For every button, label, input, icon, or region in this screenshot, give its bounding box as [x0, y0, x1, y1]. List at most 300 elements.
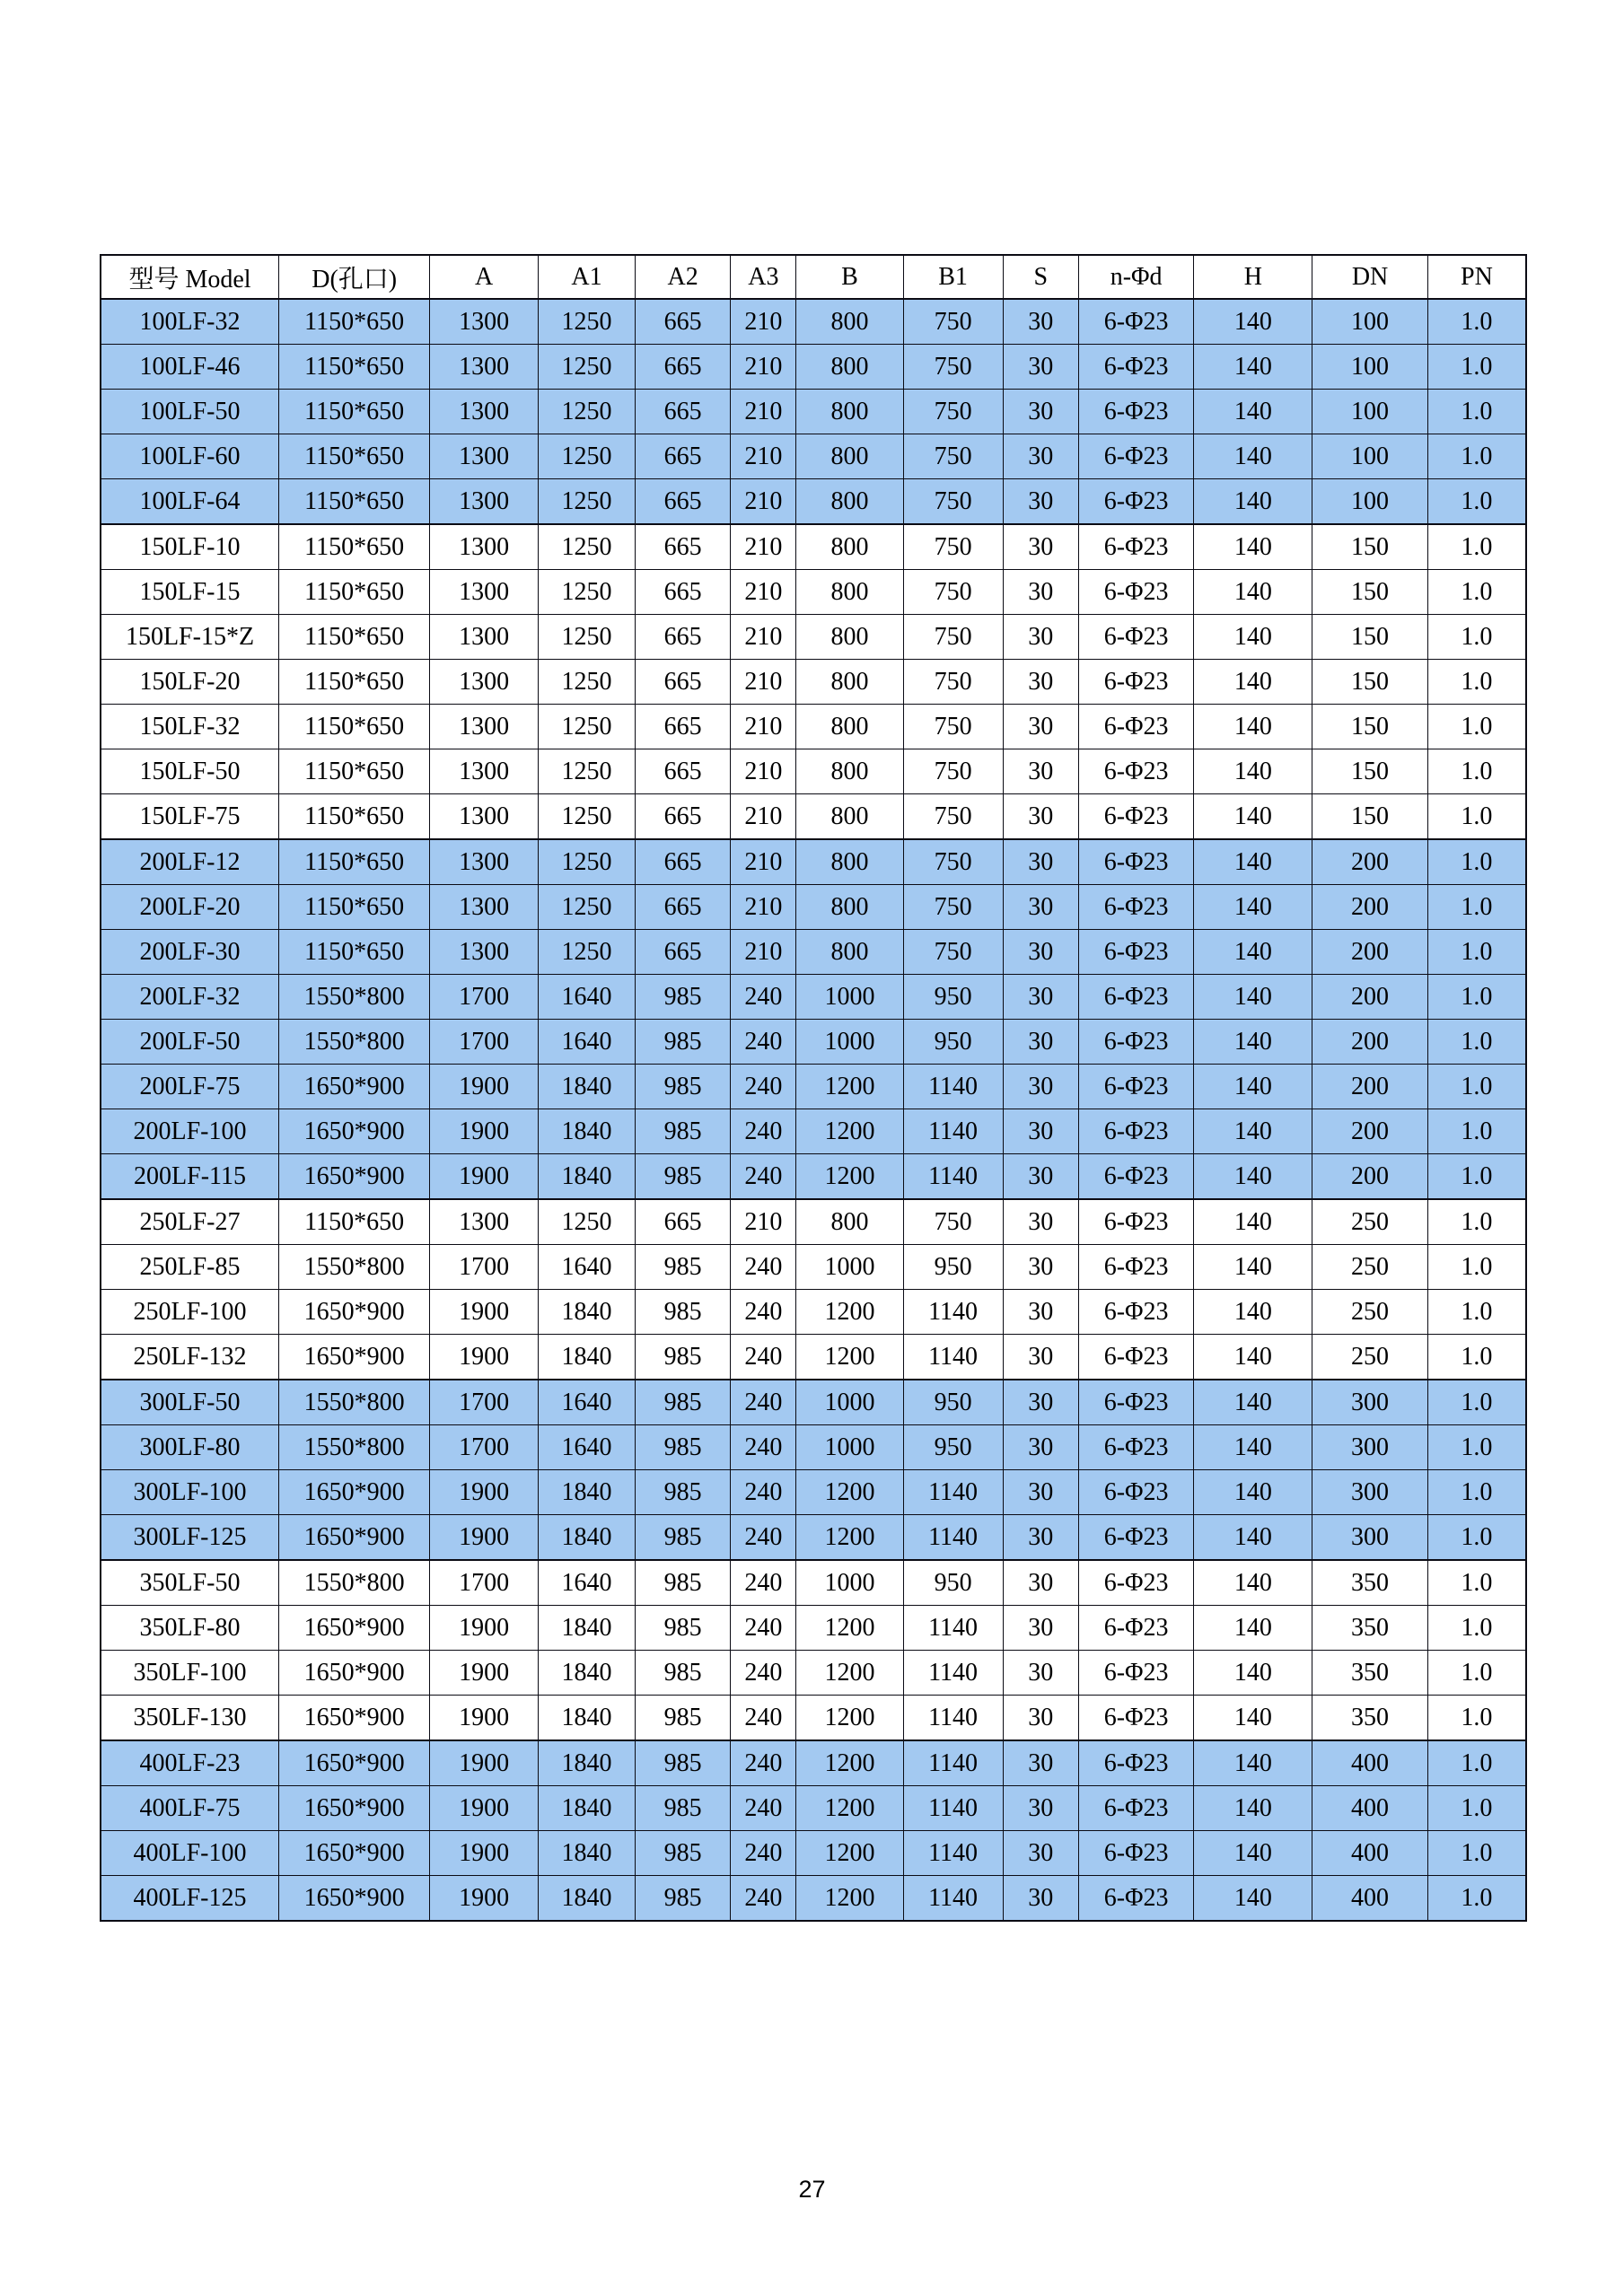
- value-cell: 350: [1312, 1606, 1428, 1651]
- value-cell: 1650*900: [279, 1696, 430, 1741]
- value-cell: 800: [796, 885, 903, 930]
- value-cell: 140: [1194, 705, 1312, 749]
- value-cell: 1300: [430, 794, 539, 840]
- value-cell: 1150*650: [279, 615, 430, 660]
- value-cell: 400: [1312, 1831, 1428, 1876]
- model-cell: 250LF-85: [101, 1245, 279, 1290]
- value-cell: 6-Φ23: [1078, 1470, 1194, 1515]
- value-cell: 1200: [796, 1470, 903, 1515]
- value-cell: 140: [1194, 885, 1312, 930]
- value-cell: 1140: [903, 1876, 1003, 1922]
- value-cell: 200: [1312, 975, 1428, 1020]
- value-cell: 140: [1194, 749, 1312, 794]
- value-cell: 250: [1312, 1245, 1428, 1290]
- value-cell: 1650*900: [279, 1290, 430, 1335]
- value-cell: 200: [1312, 1109, 1428, 1154]
- value-cell: 210: [731, 524, 796, 570]
- value-cell: 1550*800: [279, 1020, 430, 1065]
- value-cell: 240: [731, 1470, 796, 1515]
- value-cell: 1840: [539, 1335, 636, 1380]
- value-cell: 30: [1003, 705, 1078, 749]
- value-cell: 1200: [796, 1154, 903, 1200]
- value-cell: 1250: [539, 839, 636, 885]
- model-cell: 150LF-75: [101, 794, 279, 840]
- model-cell: 400LF-75: [101, 1786, 279, 1831]
- value-cell: 6-Φ23: [1078, 1199, 1194, 1245]
- table-row: [101, 1740, 1526, 1786]
- value-cell: 6-Φ23: [1078, 1380, 1194, 1425]
- value-cell: 1.0: [1427, 615, 1526, 660]
- value-cell: 665: [635, 390, 730, 434]
- value-cell: 1840: [539, 1154, 636, 1200]
- value-cell: 665: [635, 794, 730, 840]
- value-cell: 1150*650: [279, 705, 430, 749]
- value-cell: 1300: [430, 705, 539, 749]
- column-header: DN: [1312, 255, 1428, 299]
- table-row: [101, 1335, 1526, 1380]
- value-cell: 30: [1003, 1380, 1078, 1425]
- value-cell: 240: [731, 1020, 796, 1065]
- value-cell: 210: [731, 479, 796, 525]
- value-cell: 30: [1003, 615, 1078, 660]
- table-row: [101, 1786, 1526, 1831]
- value-cell: 1140: [903, 1065, 1003, 1109]
- value-cell: 30: [1003, 390, 1078, 434]
- value-cell: 6-Φ23: [1078, 1876, 1194, 1922]
- value-cell: 300: [1312, 1425, 1428, 1470]
- value-cell: 1140: [903, 1740, 1003, 1786]
- value-cell: 985: [635, 1109, 730, 1154]
- value-cell: 1840: [539, 1786, 636, 1831]
- value-cell: 140: [1194, 615, 1312, 660]
- model-cell: 300LF-80: [101, 1425, 279, 1470]
- value-cell: 1300: [430, 1199, 539, 1245]
- value-cell: 200: [1312, 930, 1428, 975]
- value-cell: 1700: [430, 1560, 539, 1606]
- value-cell: 1300: [430, 434, 539, 479]
- page-number: 27: [798, 2176, 826, 2203]
- column-header: A1: [539, 255, 636, 299]
- value-cell: 1650*900: [279, 1335, 430, 1380]
- column-header: PN: [1427, 255, 1526, 299]
- value-cell: 210: [731, 705, 796, 749]
- model-cell: 400LF-100: [101, 1831, 279, 1876]
- value-cell: 1700: [430, 1020, 539, 1065]
- value-cell: 100: [1312, 390, 1428, 434]
- value-cell: 30: [1003, 1831, 1078, 1876]
- value-cell: 6-Φ23: [1078, 345, 1194, 390]
- value-cell: 1.0: [1427, 794, 1526, 840]
- value-cell: 6-Φ23: [1078, 1109, 1194, 1154]
- value-cell: 250: [1312, 1335, 1428, 1380]
- value-cell: 800: [796, 299, 903, 345]
- value-cell: 240: [731, 1515, 796, 1561]
- value-cell: 1.0: [1427, 1560, 1526, 1606]
- value-cell: 665: [635, 660, 730, 705]
- header-row: [101, 255, 1526, 299]
- value-cell: 140: [1194, 479, 1312, 525]
- value-cell: 210: [731, 660, 796, 705]
- value-cell: 1.0: [1427, 434, 1526, 479]
- value-cell: 6-Φ23: [1078, 479, 1194, 525]
- value-cell: 30: [1003, 1786, 1078, 1831]
- value-cell: 140: [1194, 1020, 1312, 1065]
- value-cell: 985: [635, 1740, 730, 1786]
- value-cell: 985: [635, 1515, 730, 1561]
- value-cell: 250: [1312, 1290, 1428, 1335]
- value-cell: 1900: [430, 1109, 539, 1154]
- value-cell: 800: [796, 839, 903, 885]
- table-row: [101, 390, 1526, 434]
- value-cell: 750: [903, 930, 1003, 975]
- value-cell: 1150*650: [279, 570, 430, 615]
- value-cell: 1900: [430, 1335, 539, 1380]
- value-cell: 1.0: [1427, 1425, 1526, 1470]
- value-cell: 1.0: [1427, 1696, 1526, 1741]
- value-cell: 1900: [430, 1786, 539, 1831]
- column-header: 型号 Model: [101, 255, 279, 299]
- value-cell: 240: [731, 1606, 796, 1651]
- value-cell: 1640: [539, 1245, 636, 1290]
- value-cell: 30: [1003, 839, 1078, 885]
- value-cell: 1650*900: [279, 1606, 430, 1651]
- value-cell: 750: [903, 749, 1003, 794]
- value-cell: 1.0: [1427, 749, 1526, 794]
- value-cell: 665: [635, 345, 730, 390]
- value-cell: 140: [1194, 975, 1312, 1020]
- model-cell: 250LF-132: [101, 1335, 279, 1380]
- table-row: [101, 345, 1526, 390]
- value-cell: 1650*900: [279, 1740, 430, 1786]
- value-cell: 1140: [903, 1290, 1003, 1335]
- value-cell: 1000: [796, 1245, 903, 1290]
- value-cell: 665: [635, 479, 730, 525]
- value-cell: 150: [1312, 615, 1428, 660]
- value-cell: 985: [635, 1335, 730, 1380]
- model-cell: 150LF-10: [101, 524, 279, 570]
- value-cell: 6-Φ23: [1078, 299, 1194, 345]
- value-cell: 750: [903, 660, 1003, 705]
- value-cell: 1150*650: [279, 434, 430, 479]
- value-cell: 30: [1003, 1515, 1078, 1561]
- model-cell: 100LF-50: [101, 390, 279, 434]
- value-cell: 1550*800: [279, 1425, 430, 1470]
- value-cell: 240: [731, 1696, 796, 1741]
- table-row: [101, 1154, 1526, 1200]
- value-cell: 985: [635, 1651, 730, 1696]
- value-cell: 30: [1003, 1560, 1078, 1606]
- value-cell: 30: [1003, 1199, 1078, 1245]
- value-cell: 1150*650: [279, 930, 430, 975]
- value-cell: 1140: [903, 1606, 1003, 1651]
- value-cell: 210: [731, 570, 796, 615]
- value-cell: 1250: [539, 615, 636, 660]
- value-cell: 240: [731, 1065, 796, 1109]
- value-cell: 1.0: [1427, 1290, 1526, 1335]
- value-cell: 1250: [539, 345, 636, 390]
- value-cell: 1250: [539, 660, 636, 705]
- value-cell: 800: [796, 660, 903, 705]
- value-cell: 6-Φ23: [1078, 930, 1194, 975]
- table-row: [101, 1560, 1526, 1606]
- value-cell: 1.0: [1427, 1065, 1526, 1109]
- value-cell: 1300: [430, 615, 539, 660]
- value-cell: 240: [731, 1876, 796, 1922]
- value-cell: 1200: [796, 1065, 903, 1109]
- value-cell: 1650*900: [279, 1651, 430, 1696]
- value-cell: 1300: [430, 749, 539, 794]
- value-cell: 30: [1003, 479, 1078, 525]
- value-cell: 30: [1003, 345, 1078, 390]
- value-cell: 350: [1312, 1651, 1428, 1696]
- value-cell: 140: [1194, 1515, 1312, 1561]
- value-cell: 30: [1003, 524, 1078, 570]
- value-cell: 150: [1312, 570, 1428, 615]
- value-cell: 1840: [539, 1740, 636, 1786]
- column-header: A: [430, 255, 539, 299]
- value-cell: 6-Φ23: [1078, 1065, 1194, 1109]
- value-cell: 140: [1194, 794, 1312, 840]
- value-cell: 800: [796, 479, 903, 525]
- value-cell: 210: [731, 839, 796, 885]
- table-row: [101, 975, 1526, 1020]
- value-cell: 1000: [796, 1560, 903, 1606]
- value-cell: 6-Φ23: [1078, 524, 1194, 570]
- value-cell: 200: [1312, 1154, 1428, 1200]
- value-cell: 240: [731, 1651, 796, 1696]
- value-cell: 140: [1194, 1786, 1312, 1831]
- value-cell: 1300: [430, 885, 539, 930]
- table-row: [101, 570, 1526, 615]
- value-cell: 1.0: [1427, 1606, 1526, 1651]
- value-cell: 1000: [796, 1020, 903, 1065]
- value-cell: 1200: [796, 1515, 903, 1561]
- value-cell: 1150*650: [279, 479, 430, 525]
- value-cell: 985: [635, 1470, 730, 1515]
- value-cell: 985: [635, 1245, 730, 1290]
- table-row: [101, 1065, 1526, 1109]
- value-cell: 985: [635, 1380, 730, 1425]
- value-cell: 750: [903, 705, 1003, 749]
- value-cell: 1200: [796, 1109, 903, 1154]
- value-cell: 30: [1003, 1109, 1078, 1154]
- value-cell: 150: [1312, 749, 1428, 794]
- value-cell: 30: [1003, 885, 1078, 930]
- value-cell: 30: [1003, 794, 1078, 840]
- value-cell: 1150*650: [279, 794, 430, 840]
- value-cell: 1140: [903, 1335, 1003, 1380]
- value-cell: 1.0: [1427, 839, 1526, 885]
- value-cell: 6-Φ23: [1078, 839, 1194, 885]
- value-cell: 210: [731, 434, 796, 479]
- value-cell: 6-Φ23: [1078, 570, 1194, 615]
- value-cell: 1200: [796, 1651, 903, 1696]
- value-cell: 6-Φ23: [1078, 1651, 1194, 1696]
- model-cell: 400LF-23: [101, 1740, 279, 1786]
- value-cell: 100: [1312, 345, 1428, 390]
- value-cell: 1900: [430, 1696, 539, 1741]
- value-cell: 1840: [539, 1651, 636, 1696]
- value-cell: 1.0: [1427, 930, 1526, 975]
- value-cell: 1.0: [1427, 1470, 1526, 1515]
- value-cell: 200: [1312, 885, 1428, 930]
- value-cell: 30: [1003, 1696, 1078, 1741]
- value-cell: 750: [903, 794, 1003, 840]
- value-cell: 210: [731, 299, 796, 345]
- column-header: n-Φd: [1078, 255, 1194, 299]
- value-cell: 30: [1003, 1335, 1078, 1380]
- value-cell: 665: [635, 615, 730, 660]
- value-cell: 6-Φ23: [1078, 705, 1194, 749]
- value-cell: 1300: [430, 660, 539, 705]
- value-cell: 6-Φ23: [1078, 1290, 1194, 1335]
- value-cell: 985: [635, 1290, 730, 1335]
- value-cell: 1250: [539, 885, 636, 930]
- value-cell: 200: [1312, 1020, 1428, 1065]
- value-cell: 1200: [796, 1290, 903, 1335]
- model-cell: 100LF-46: [101, 345, 279, 390]
- value-cell: 1.0: [1427, 390, 1526, 434]
- model-cell: 250LF-100: [101, 1290, 279, 1335]
- value-cell: 1250: [539, 570, 636, 615]
- model-cell: 400LF-125: [101, 1876, 279, 1922]
- value-cell: 1550*800: [279, 1380, 430, 1425]
- model-cell: 150LF-50: [101, 749, 279, 794]
- value-cell: 140: [1194, 1425, 1312, 1470]
- value-cell: 1640: [539, 1380, 636, 1425]
- value-cell: 1150*650: [279, 885, 430, 930]
- value-cell: 6-Φ23: [1078, 615, 1194, 660]
- value-cell: 350: [1312, 1696, 1428, 1741]
- value-cell: 1.0: [1427, 1245, 1526, 1290]
- value-cell: 1200: [796, 1335, 903, 1380]
- value-cell: 30: [1003, 1470, 1078, 1515]
- column-header: B1: [903, 255, 1003, 299]
- value-cell: 6-Φ23: [1078, 390, 1194, 434]
- value-cell: 1.0: [1427, 705, 1526, 749]
- value-cell: 200: [1312, 839, 1428, 885]
- value-cell: 1840: [539, 1606, 636, 1651]
- column-header: H: [1194, 255, 1312, 299]
- model-cell: 100LF-32: [101, 299, 279, 345]
- value-cell: 140: [1194, 1696, 1312, 1741]
- value-cell: 1.0: [1427, 299, 1526, 345]
- value-cell: 950: [903, 1425, 1003, 1470]
- table-row: [101, 1876, 1526, 1922]
- value-cell: 240: [731, 1245, 796, 1290]
- value-cell: 1150*650: [279, 345, 430, 390]
- table-row: [101, 1380, 1526, 1425]
- value-cell: 210: [731, 885, 796, 930]
- value-cell: 800: [796, 524, 903, 570]
- value-cell: 1.0: [1427, 1109, 1526, 1154]
- table-row: [101, 1290, 1526, 1335]
- value-cell: 6-Φ23: [1078, 434, 1194, 479]
- value-cell: 1000: [796, 1425, 903, 1470]
- value-cell: 400: [1312, 1876, 1428, 1922]
- value-cell: 1700: [430, 1425, 539, 1470]
- value-cell: 1650*900: [279, 1876, 430, 1922]
- value-cell: 665: [635, 885, 730, 930]
- model-cell: 350LF-80: [101, 1606, 279, 1651]
- value-cell: 985: [635, 1020, 730, 1065]
- value-cell: 1200: [796, 1606, 903, 1651]
- table-row: [101, 1425, 1526, 1470]
- value-cell: 30: [1003, 1740, 1078, 1786]
- value-cell: 1840: [539, 1470, 636, 1515]
- value-cell: 30: [1003, 570, 1078, 615]
- value-cell: 240: [731, 1740, 796, 1786]
- value-cell: 950: [903, 975, 1003, 1020]
- value-cell: 400: [1312, 1740, 1428, 1786]
- table-row: [101, 749, 1526, 794]
- value-cell: 800: [796, 705, 903, 749]
- value-cell: 950: [903, 1560, 1003, 1606]
- value-cell: 30: [1003, 930, 1078, 975]
- value-cell: 750: [903, 570, 1003, 615]
- value-cell: 800: [796, 794, 903, 840]
- value-cell: 400: [1312, 1786, 1428, 1831]
- value-cell: 30: [1003, 1245, 1078, 1290]
- value-cell: 140: [1194, 1199, 1312, 1245]
- value-cell: 1840: [539, 1109, 636, 1154]
- model-cell: 150LF-15: [101, 570, 279, 615]
- value-cell: 665: [635, 705, 730, 749]
- value-cell: 985: [635, 975, 730, 1020]
- value-cell: 750: [903, 299, 1003, 345]
- value-cell: 240: [731, 1425, 796, 1470]
- value-cell: 6-Φ23: [1078, 749, 1194, 794]
- value-cell: 1.0: [1427, 1876, 1526, 1922]
- value-cell: 6-Φ23: [1078, 1560, 1194, 1606]
- model-cell: 200LF-50: [101, 1020, 279, 1065]
- value-cell: 30: [1003, 1065, 1078, 1109]
- value-cell: 1140: [903, 1696, 1003, 1741]
- value-cell: 1.0: [1427, 524, 1526, 570]
- value-cell: 1840: [539, 1515, 636, 1561]
- value-cell: 800: [796, 930, 903, 975]
- model-cell: 200LF-100: [101, 1109, 279, 1154]
- table-row: [101, 479, 1526, 525]
- value-cell: 240: [731, 1154, 796, 1200]
- value-cell: 240: [731, 1109, 796, 1154]
- table-row: [101, 615, 1526, 660]
- value-cell: 1150*650: [279, 299, 430, 345]
- value-cell: 140: [1194, 570, 1312, 615]
- value-cell: 150: [1312, 705, 1428, 749]
- value-cell: 100: [1312, 434, 1428, 479]
- value-cell: 30: [1003, 749, 1078, 794]
- value-cell: 1250: [539, 434, 636, 479]
- value-cell: 985: [635, 1606, 730, 1651]
- column-header: A2: [635, 255, 730, 299]
- value-cell: 210: [731, 794, 796, 840]
- model-cell: 300LF-125: [101, 1515, 279, 1561]
- value-cell: 150: [1312, 660, 1428, 705]
- model-cell: 200LF-12: [101, 839, 279, 885]
- value-cell: 250: [1312, 1199, 1428, 1245]
- value-cell: 1.0: [1427, 660, 1526, 705]
- model-cell: 200LF-30: [101, 930, 279, 975]
- value-cell: 30: [1003, 975, 1078, 1020]
- value-cell: 1700: [430, 975, 539, 1020]
- value-cell: 1300: [430, 390, 539, 434]
- value-cell: 750: [903, 885, 1003, 930]
- value-cell: 1.0: [1427, 1740, 1526, 1786]
- value-cell: 240: [731, 1380, 796, 1425]
- value-cell: 6-Φ23: [1078, 794, 1194, 840]
- value-cell: 665: [635, 524, 730, 570]
